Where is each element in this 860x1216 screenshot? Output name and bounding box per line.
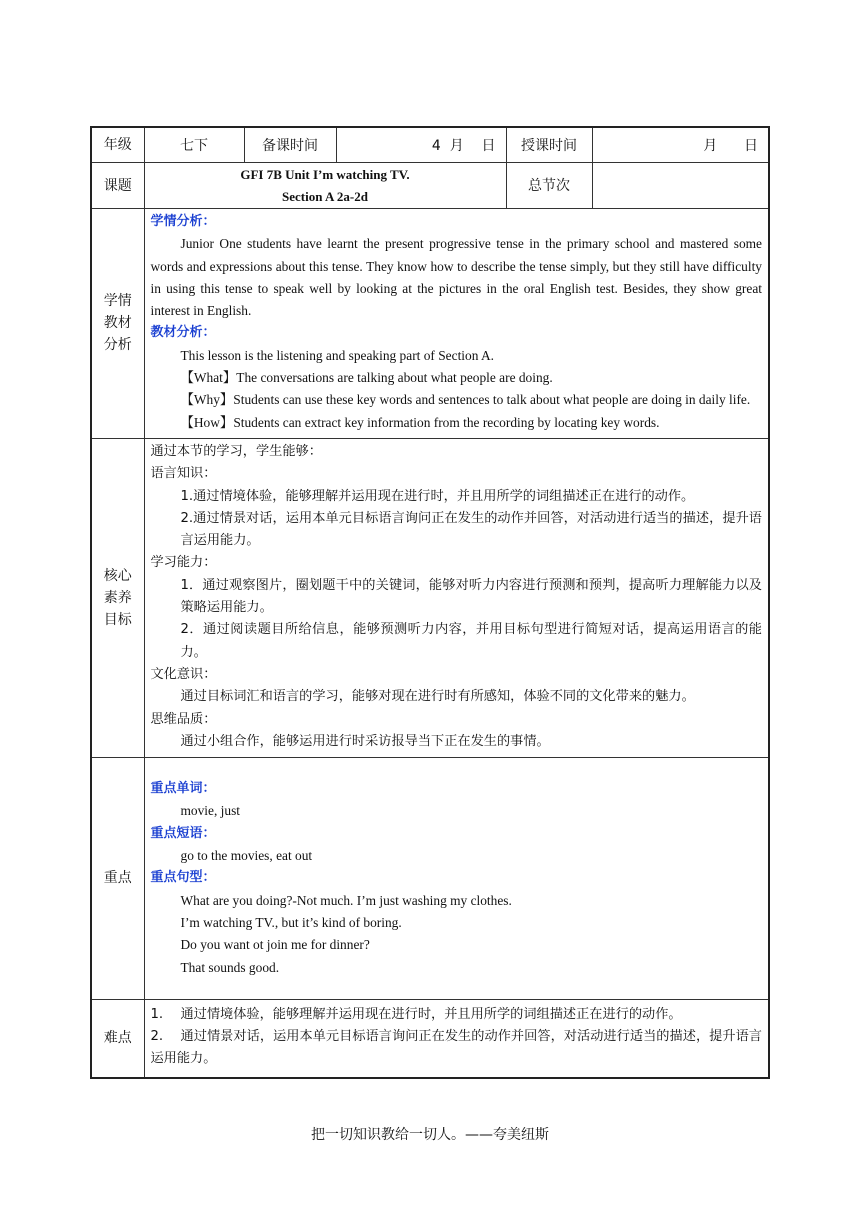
key-phrases: go to the movies, eat out — [180, 848, 313, 864]
key-points-label: 重点 — [91, 758, 144, 1000]
grade-value: 七下 — [144, 127, 244, 163]
key-sentence: Do you want ot join me for dinner? — [180, 937, 370, 953]
key-points-row — [91, 758, 769, 1000]
key-sentence: What are you doing?-Not much. I’m just washing my clothes. — [180, 892, 512, 908]
teach-time-label: 授课时间 — [506, 127, 592, 163]
difficulty-item — [151, 1004, 763, 1026]
core-goals-row — [91, 438, 769, 757]
core-label-line: 目标 — [103, 612, 132, 629]
culture-text: 通过目标词汇和语言的学习，能够对现在进行时有所感知，体验不同的文化带来的魅力。 — [180, 689, 695, 705]
material-line: This lesson is the listening and speaking part of Section A. — [180, 347, 495, 363]
core-intro: 通过本节的学习，学生能够： — [150, 443, 322, 459]
material-line: 【Why】Students can use these key words and sentences to talk about what people are doing in daily life. — [180, 392, 751, 408]
total-sessions-label: 总节次 — [506, 163, 592, 209]
topic-label: 课题 — [91, 163, 144, 209]
difficulty-item-number: 1. — [150, 1006, 164, 1022]
key-words: movie, just — [180, 803, 241, 819]
thinking-heading: 思维品质： — [150, 711, 217, 727]
student-analysis-heading: 学情分析： — [150, 214, 216, 229]
core-goals-content — [144, 438, 769, 757]
analysis-label-line: 分析 — [103, 337, 132, 354]
analysis-content — [144, 209, 769, 439]
difficulty-item-number: 2. — [150, 1029, 164, 1045]
topic-row — [91, 163, 769, 209]
core-goals-label — [91, 438, 144, 757]
analysis-label-line: 教材 — [103, 315, 132, 332]
key-sentence: That sounds good. — [180, 959, 280, 975]
learning-item: 1．通过观察图片，圈划题干中的关键词，能够对听力内容进行预测和预判，提高听力理解能力以及策略运用能力。 — [180, 577, 762, 616]
total-sessions-value — [592, 163, 769, 209]
difficulty-item-text: 通过情景对话，运用本单元目标语言询问正在发生的动作并回答，对活动进行适当的描述，提升语言运用能力。 — [150, 1029, 762, 1067]
grade-label: 年级 — [91, 127, 144, 163]
analysis-label-line: 学情 — [103, 293, 132, 310]
footer-quote: 把一切知识教给一切人。——夸美纽斯 — [311, 1127, 549, 1143]
material-line: 【How】Students can extract key information from the recording by locating key words. — [180, 414, 660, 430]
difficulty-label: 难点 — [91, 999, 144, 1077]
material-analysis-heading: 教材分析： — [150, 325, 216, 341]
key-sentences-heading: 重点句型： — [150, 870, 216, 886]
difficulty-item-text: 通过情境体验，能够理解并运用现在进行时，并且用所学的词组描述正在进行的动作。 — [180, 1006, 682, 1022]
language-knowledge-heading: 语言知识： — [150, 466, 217, 482]
learning-ability-heading: 学习能力： — [150, 555, 217, 571]
material-line: 【What】The conversations are talking about what people are doing. — [180, 370, 553, 386]
key-words-heading: 重点单词： — [150, 781, 216, 797]
student-analysis-text: Junior One students have learnt the present progressive tense in the primary school and mastered some words and expressions about this tense. They know how to describe the tense simply, but they still have difficulty in using this tense to speak well by looking at the pictures in the oral English test. Besides, they show great interest in English. — [150, 236, 762, 319]
language-item: 1.通过情境体验，能够理解并运用现在进行时，并且用所学的词组描述正在进行的动作。 — [180, 488, 695, 504]
difficulty-row — [91, 999, 769, 1077]
analysis-row — [91, 209, 769, 439]
lesson-plan-table — [90, 126, 770, 1079]
core-label-line: 素养 — [103, 590, 132, 607]
core-label-line: 核心 — [103, 568, 132, 585]
teach-time-value: 月 日 — [592, 127, 769, 163]
header-row — [91, 127, 769, 163]
topic-title — [144, 163, 506, 209]
key-phrases-heading: 重点短语： — [150, 825, 216, 841]
language-item: 2.通过情景对话，运用本单元目标语言询问正在发生的动作并回答，对活动进行适当的描述，提升语言运用能力。 — [180, 510, 762, 549]
difficulty-content — [144, 999, 769, 1077]
learning-item: 2．通过阅读题目所给信息，能够预测听力内容，并用目标句型进行简短对话，提高运用语言的能力。 — [180, 622, 762, 660]
thinking-text: 通过小组合作，能够运用进行时采访报导当下正在发生的事情。 — [180, 733, 550, 749]
topic-title-line1: GFI 7B Unit I’m watching TV. — [240, 166, 410, 182]
difficulty-item — [151, 1026, 763, 1071]
prep-time-value: 4 月 日 — [336, 127, 506, 163]
topic-title-line2: Section A 2a-2d — [282, 188, 368, 204]
key-points-content — [144, 758, 769, 1000]
prep-time-label: 备课时间 — [244, 127, 336, 163]
culture-heading: 文化意识： — [150, 666, 217, 682]
analysis-label — [91, 209, 144, 439]
key-sentence: I’m watching TV., but it’s kind of boring. — [180, 914, 402, 930]
lesson-plan-document — [90, 126, 768, 1079]
